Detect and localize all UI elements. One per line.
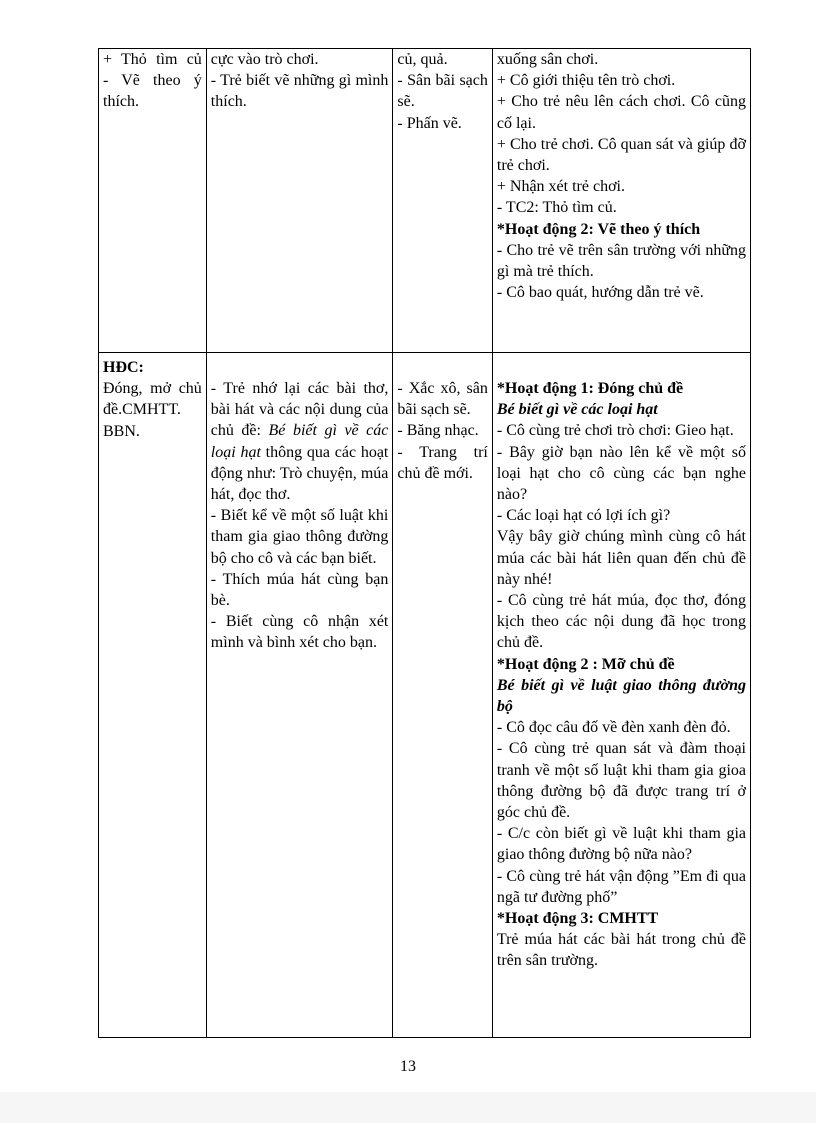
list-item: - Cho trẻ vẽ trên sân trường với những gì mà trẻ thích. — [496, 241, 746, 281]
page-number: 13 — [400, 1058, 416, 1075]
cell-preparation-outdoor — [393, 49, 493, 353]
list-item: - Cô cùng trẻ hát vận động ”Em đi qua ngã tư đường phố” — [496, 867, 746, 906]
list-item: - Các loại hạt có lợi ích gì? — [496, 507, 671, 525]
cell-activity-hdc — [99, 353, 207, 1038]
list-item: - Cô cùng trẻ chơi trò chơi: Gieo hạt. — [496, 422, 734, 440]
page-footer-band — [0, 1092, 816, 1123]
activity-heading: *Hoạt động 2 : Mỡ chủ đề — [496, 655, 675, 673]
list-item: - Thích múa hát cùng bạn bè. — [210, 570, 389, 610]
list-item: Vậy bây giờ chúng mình cùng cô hát múa các bài hát liên quan đến chủ đề này nhé! — [496, 528, 746, 588]
list-item: Trẻ múa hát các bài hát trong chủ đề trên sân trường. — [496, 931, 746, 970]
list-item: - Biết kể về một số luật khi tham gia giao thông đường bộ cho cô và các bạn biết. — [210, 507, 389, 567]
topic-name: Bé biết gì về các loại hạt — [210, 422, 389, 461]
list-item: xuống sân chơi. — [496, 51, 599, 68]
cell-goals-outdoor — [206, 49, 393, 353]
topic-name: Bé biết gì về các loại hạt — [496, 401, 658, 419]
list-item: - Vẽ theo ý thích. — [103, 72, 202, 111]
list-item: - Cô cùng trẻ quan sát và đàm thoại tranh về một số luật khi tham gia gioa thông đường bộ đã được trang trí ở góc chủ đề. — [496, 740, 746, 822]
list-item: + Cho trẻ nêu lên cách chơi. Cô cũng cố lại. — [496, 93, 746, 132]
goal-text: - Trẻ nhớ lại các bài thơ, bài hát và các nội dung của chủ đề: — [210, 380, 389, 440]
cell-process-outdoor — [492, 49, 750, 353]
list-item: + Cho trẻ chơi. Cô quan sát và giúp đỡ trẻ chơi. — [496, 135, 746, 175]
list-item: Đóng, mở chủ đề.CMHTT. BBN. — [103, 380, 202, 440]
list-item: - Cô cùng trẻ hát múa, đọc thơ, đóng kịch theo các nội dung đã học trong chủ đề. — [496, 592, 746, 652]
activity-table — [98, 48, 751, 1038]
list-item: - TC2: Thỏ tìm củ. — [496, 199, 617, 217]
list-item: củ, quả. — [397, 51, 448, 68]
cell-goals-hdc — [206, 353, 393, 1038]
topic-name: Bé biết gì về luật giao thông đường bộ — [496, 676, 746, 716]
table-row — [99, 49, 751, 353]
list-item: cực vào trò chơi. — [210, 51, 319, 68]
goal-text: thông qua các hoạt động như: Trò chuyện, múa hát, đọc thơ. — [210, 443, 389, 504]
list-item: - Trẻ biết vẽ những gì mình thích. — [210, 72, 389, 111]
table-row — [99, 353, 751, 1038]
list-item: - Cô đọc câu đố về đèn xanh đèn đỏ. — [496, 719, 731, 737]
activity-heading: *Hoạt động 3: CMHTT — [496, 910, 659, 928]
list-item: - Biết cùng cô nhận xét mình và bình xét cho bạn. — [210, 613, 389, 652]
cell-preparation-hdc — [393, 353, 493, 1038]
activity-heading: *Hoạt động 1: Đóng chủ đề — [496, 380, 684, 397]
list-item: - Trang trí chủ đề mới. — [397, 443, 488, 482]
list-item: + Cô giới thiệu tên trò chơi. — [496, 72, 676, 90]
cell-activity-outdoor — [99, 49, 207, 353]
list-item: + Nhận xét trẻ chơi. — [496, 178, 625, 196]
list-item: - Sân bãi sạch sẽ. — [397, 72, 488, 111]
list-item: - Băng nhạc. — [397, 422, 479, 440]
list-item: + Thỏ tìm củ — [103, 51, 202, 68]
list-item: - Xắc xô, sân bãi sạch sẽ. — [397, 380, 488, 419]
cell-process-hdc — [492, 353, 750, 1038]
list-item: - Bây giờ bạn nào lên kể về một số loại hạt cho cô cùng các bạn nghe nào? — [496, 443, 746, 504]
list-item: - Phấn vẽ. — [397, 114, 462, 132]
list-item: - C/c còn biết gì về luật khi tham gia giao thông đường bộ nữa nào? — [496, 825, 746, 864]
list-item — [211, 378, 389, 505]
section-title: HĐC: — [103, 359, 144, 376]
list-item: - Cô bao quát, hướng dẫn trẻ vẽ. — [496, 284, 704, 302]
activity-heading: *Hoạt động 2: Vẽ theo ý thích — [496, 220, 701, 238]
